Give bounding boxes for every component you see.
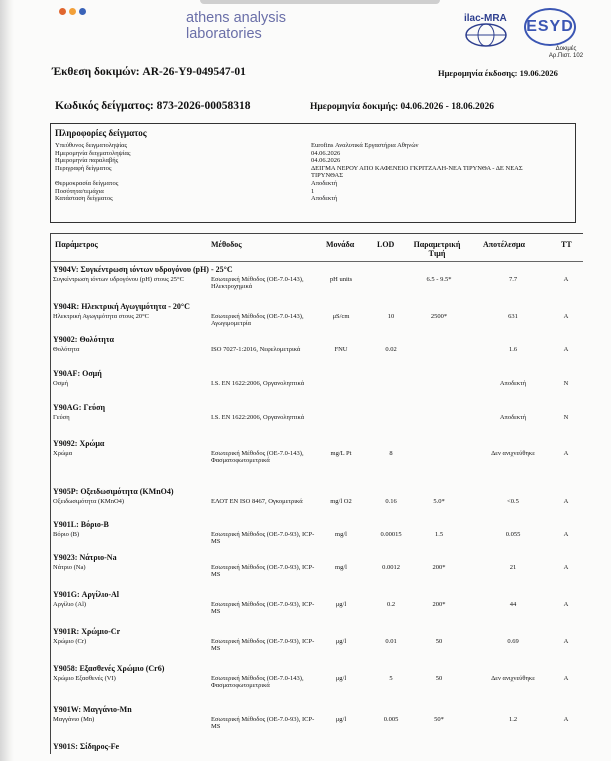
cell-method: ISO 7027-1:2016, Νεφελομετρικά — [211, 346, 301, 353]
cell-tt: A — [563, 601, 569, 608]
logo-mark — [55, 3, 115, 17]
cell-param: Χρώμα — [53, 450, 73, 457]
sample-info-value: Αποδεκτή — [311, 195, 338, 203]
cell-result: <0.5 — [507, 498, 519, 505]
cell-tt: A — [563, 346, 569, 353]
cell-param: Οξειδωσιμότητα (KMnO4) — [53, 498, 125, 505]
col-header-method: Μέθοδος — [211, 240, 242, 249]
cell-limit: 50* — [434, 716, 444, 723]
sample-info-value: 04.06.2026 — [311, 157, 341, 165]
cell-method: Εσωτερική Μέθοδος (ΟΕ-7.0-143), Φασματοφωτομετρικά — [211, 675, 304, 690]
cell-result: Δεν ανιχνεύθηκε — [491, 675, 535, 682]
cell-method: Εσωτερική Μέθοδος (ΟΕ-7.0-93), ICP-MS — [211, 638, 315, 653]
sample-info-row — [55, 180, 571, 188]
cell-unit: μg/l — [335, 675, 347, 682]
cell-limit: 50 — [435, 675, 443, 682]
cell-param: Μαγγάνιο (Mn) — [53, 716, 95, 723]
ilac-label: ilac-MRA — [464, 13, 507, 24]
cell-unit: mg/L Pt — [330, 450, 352, 457]
cell-tt: A — [563, 450, 569, 457]
cell-method: Εσωτερική Μέθοδος (ΟΕ-7.0-93), ICP-MS — [211, 564, 315, 579]
accreditation-caption: Δοκιμές Αρ.Πιστ. 102 — [548, 46, 584, 59]
cell-method: Εσωτερική Μέθοδος (ΟΕ-7.0-93), ICP-MS — [211, 601, 315, 616]
cell-method: ΕΛΟΤ EN ISO 8467, Ογκομετρικά — [211, 498, 303, 505]
sample-info-value: Eurofins Αναλυτικά Εργαστήρια Αθηνών — [311, 142, 419, 149]
sample-info-value: 1 — [311, 187, 315, 195]
sample-info-rows — [55, 142, 571, 203]
cell-tt: N — [563, 380, 569, 387]
cell-method: I.S. EN 1622:2006, Οργανοληπτικά — [211, 380, 305, 387]
sample-info-row — [55, 150, 571, 158]
cell-tt: A — [563, 498, 569, 505]
cell-lod: 0.2 — [386, 601, 396, 608]
cell-param: Συγκέντρωση ιόντων υδρογόνου (pH) στους 25°C — [53, 276, 184, 283]
top-tab — [200, 0, 440, 4]
cell-method: Εσωτερική Μέθοδος (ΟΕ-7.0-93), ICP-MS — [211, 716, 315, 731]
cell-lod: 0.00015 — [380, 531, 402, 538]
section-title: Y901S: Σίδηρος-Fe — [53, 742, 120, 751]
report-title: Έκθεση δοκιμών: AR-26-Y9-049547-01 — [52, 66, 246, 78]
ilac-globe-icon — [464, 23, 518, 47]
section-title: Y901R: Χρώμιο-Cr — [53, 627, 121, 636]
lab-logo-text — [186, 10, 286, 42]
cell-result: 631 — [508, 313, 518, 320]
cell-tt: A — [563, 531, 569, 538]
sample-code: Κωδικός δείγματος: 873-2026-00058318 — [55, 100, 251, 112]
cell-unit: mg/l O2 — [330, 498, 352, 505]
sample-info-key: Ποσότητα/τεμάχια — [55, 187, 104, 195]
cell-result: Αποδεκτή — [499, 414, 527, 421]
section-title: Y9023: Νάτριο-Na — [53, 553, 117, 562]
cell-param: Αργίλιο (Al) — [53, 601, 87, 608]
accreditation-badges — [462, 8, 604, 70]
cell-limit: 50 — [435, 638, 443, 645]
cell-unit: pH units — [329, 276, 353, 283]
cell-unit: μS/cm — [332, 313, 350, 320]
logo-line-2: laboratories — [186, 26, 262, 42]
col-header-lod: LOD — [377, 240, 395, 249]
cell-unit: μg/l — [335, 716, 347, 723]
section-title: Y905P: Οξειδωσιμότητα (KMnO4) — [53, 487, 174, 496]
cell-result: 21 — [509, 564, 517, 571]
cell-tt: A — [563, 716, 569, 723]
cell-tt: A — [563, 675, 569, 682]
issue-date: Ημερομηνία έκδοσης: 19.06.2026 — [438, 68, 558, 78]
cell-lod: 0.0012 — [382, 564, 400, 571]
cell-result: 0.69 — [507, 638, 519, 645]
cell-lod: 10 — [387, 313, 395, 320]
logo-dot — [69, 8, 76, 15]
cell-unit: μg/l — [335, 601, 347, 608]
cell-limit: 1.5 — [434, 531, 444, 538]
cell-limit: 200* — [432, 564, 446, 571]
cell-limit: 5.0* — [433, 498, 445, 505]
cell-param: Οσμή — [53, 380, 69, 387]
section-title: Y9058: Εξασθενές Χρώμιο (Cr6) — [53, 664, 165, 673]
cell-lod: 0.005 — [383, 716, 399, 723]
header-rule — [51, 261, 583, 262]
section-title: Y901W: Μαγγάνιο-Mn — [53, 705, 132, 714]
cell-result: 0.055 — [505, 531, 521, 538]
section-title: Y90AF: Οσμή — [53, 369, 102, 378]
cell-unit: μg/l — [335, 638, 347, 645]
cell-unit: FNU — [334, 346, 348, 353]
cell-lod: 5 — [389, 675, 393, 682]
cell-param: Ηλεκτρική Αγωγιμότητα στους 20°C — [53, 313, 150, 320]
sample-info-key: Ημερομηνία δειγματοληψίας — [55, 149, 131, 157]
section-title: Y901G: Αργίλιο-Al — [53, 590, 120, 599]
sample-info-key: Υπεύθυνος δειγματοληψίας — [55, 142, 128, 149]
sample-info-value: ΔΕΙΓΜΑ ΝΕΡΟΥ ΑΠΟ ΚΑΦΕΝΕΙΟ ΓΚΡΙΤΖΑΛΗ-ΝΕΑ ΤΙΡΥΝΘΑ - ΔΕ ΝΕΑΣ ΤΙΡΥΝΘΑΣ — [311, 164, 523, 180]
cell-tt: N — [563, 414, 569, 421]
sample-info-box — [50, 123, 576, 223]
page-edge-shadow — [0, 0, 14, 761]
section-title: Y9002: Θολότητα — [53, 335, 114, 344]
cell-result: 1.6 — [508, 346, 518, 353]
col-header-unit: Μονάδα — [326, 240, 355, 249]
col-header-result: Αποτέλεσμα — [483, 240, 525, 249]
section-title: Y901L: Βόριο-B — [53, 520, 109, 529]
cell-param: Νάτριο (Na) — [53, 564, 86, 571]
ilac-mra-logo — [464, 11, 518, 45]
cell-unit: mg/l — [335, 564, 347, 571]
sample-info-key: Κατάσταση δείγματος — [55, 195, 113, 203]
logo-dot — [59, 8, 66, 15]
cell-lod: 0.01 — [385, 638, 397, 645]
results-table — [50, 233, 583, 754]
logo-line-1: athens analysis — [186, 10, 286, 26]
sample-info-row — [55, 157, 571, 165]
section-title: Y904V: Συγκέντρωση ιόντων υδρογόνου (pH) - 25°C — [53, 265, 233, 274]
col-header-tt: ΤΤ — [561, 240, 572, 249]
cell-result: Δεν ανιχνεύθηκε — [491, 450, 535, 457]
cell-tt: A — [563, 564, 569, 571]
cell-method: Εσωτερική Μέθοδος (ΟΕ-7.0-143), Αγωγιμομετρία — [211, 313, 304, 328]
cell-param: Χρώμιο (Cr) — [53, 638, 87, 645]
cell-result: 1.2 — [508, 716, 518, 723]
sample-info-row — [55, 142, 571, 150]
cell-param: Χρώμιο Εξασθενές (VI) — [53, 675, 116, 682]
sample-info-row — [55, 195, 571, 203]
sample-info-value: Αποδεκτή — [311, 179, 338, 187]
cell-method: Εσωτερική Μέθοδος (ΟΕ-7.0-143), Φασματοφωτομετρικά — [211, 450, 304, 465]
cell-result: 7.7 — [508, 276, 518, 283]
section-title: Y90AG: Γεύση — [53, 403, 105, 412]
cell-result: 44 — [509, 601, 517, 608]
cell-limit: 6.5 - 9.5* — [426, 276, 452, 283]
section-title: Y904R: Ηλεκτρική Αγωγιμότητα - 20°C — [53, 302, 190, 311]
sample-info-row — [55, 172, 571, 180]
cell-method: Εσωτερική Μέθοδος (ΟΕ-7.0-93), ICP-MS — [211, 531, 315, 546]
cell-method: Εσωτερική Μέθοδος (ΟΕ-7.0-143), Ηλεκτροχημικά — [211, 276, 304, 291]
col-header-limit: Παραμετρική Τιμή — [413, 240, 461, 258]
sample-info-key: Θερμοκρασία δείγματος — [55, 179, 119, 187]
sample-info-key: Ημερομηνία παραλαβής — [55, 157, 119, 165]
col-header-param: Παράμετρος — [55, 240, 98, 249]
logo-dot — [79, 8, 86, 15]
test-dates: Ημερομηνία δοκιμής: 04.06.2026 - 18.06.2026 — [310, 102, 494, 112]
cell-param: Βόριο (B) — [53, 531, 80, 538]
cell-tt: A — [563, 276, 569, 283]
sample-info-key: Περιγραφή δείγματος — [55, 164, 112, 172]
cell-lod: 0.02 — [385, 346, 397, 353]
sample-info-title: Πληροφορίες δείγματος — [55, 128, 147, 138]
sample-info-value: 04.06.2026 — [311, 149, 341, 157]
section-title: Y9092: Χρώμα — [53, 439, 105, 448]
cell-lod: 8 — [389, 450, 393, 457]
cell-tt: A — [563, 638, 569, 645]
cell-lod: 0.16 — [385, 498, 397, 505]
cell-unit: mg/l — [335, 531, 347, 538]
cell-limit: 200* — [432, 601, 446, 608]
cell-result: Αποδεκτή — [499, 380, 527, 387]
cell-tt: A — [563, 313, 569, 320]
cell-method: I.S. EN 1622:2006, Οργανοληπτικά — [211, 414, 305, 421]
cell-param: Γεύση — [53, 414, 70, 421]
cell-param: Θολότητα — [53, 346, 80, 353]
esyd-logo: ESYD — [524, 8, 576, 46]
cell-limit: 2500* — [430, 313, 448, 320]
sample-info-row — [55, 188, 571, 196]
sample-info-row — [55, 164, 571, 180]
